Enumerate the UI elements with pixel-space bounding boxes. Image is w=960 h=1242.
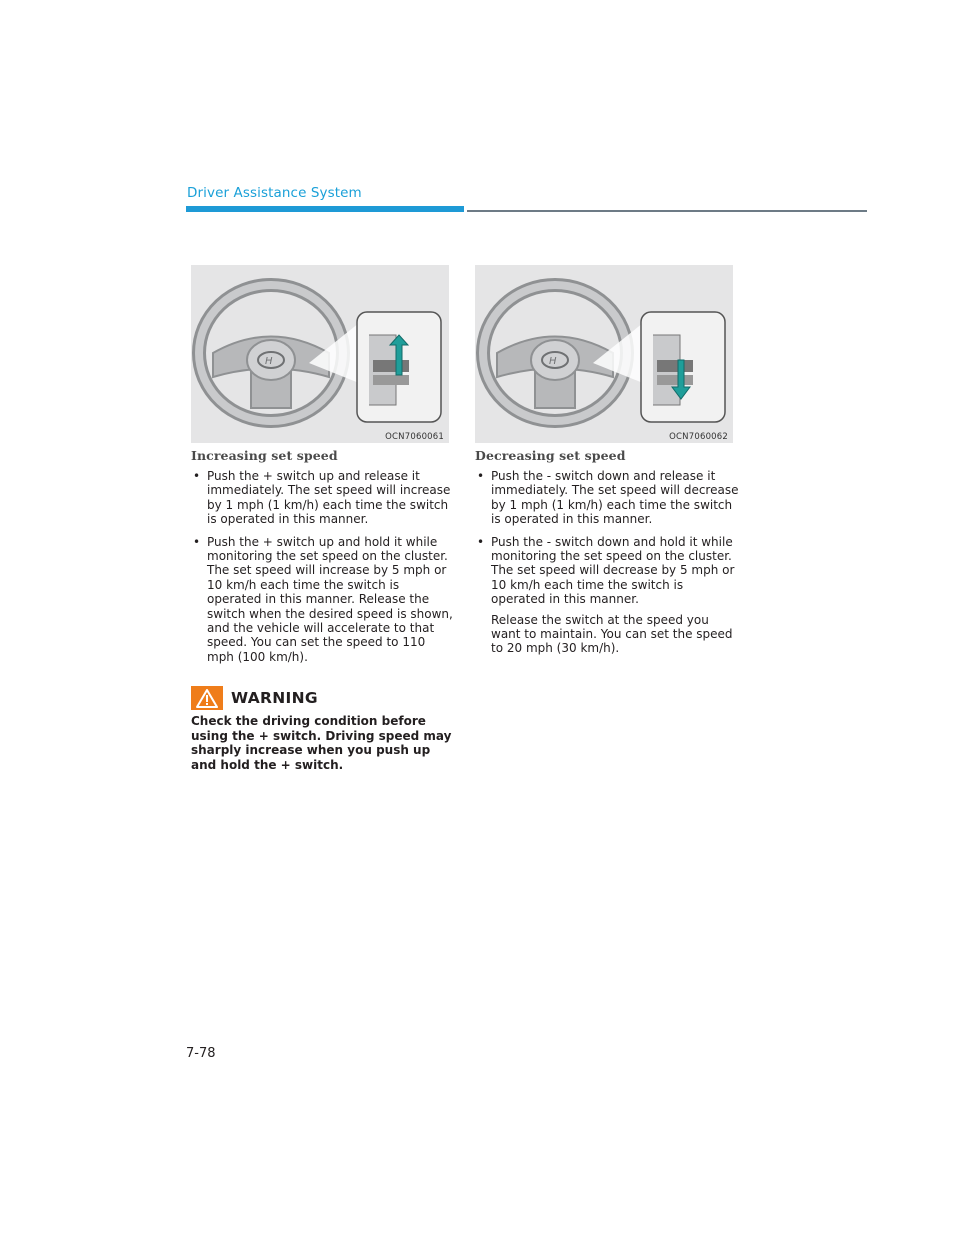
warning-label: WARNING (231, 689, 318, 708)
list-item-text: Push the - switch down and release it immediately. The set speed will decrease by 1 mph (1 km/h) each time the switch is operated in this manner. (491, 469, 739, 527)
figure-code: OCN7060062 (669, 432, 728, 442)
steering-wheel-figure-decrease (475, 265, 733, 443)
list-item (191, 535, 455, 665)
subheading: Decreasing set speed (475, 448, 626, 463)
svg-text:H: H (549, 356, 557, 367)
steering-wheel-figure-increase (191, 265, 449, 443)
bullet-icon: • (193, 534, 201, 549)
header-rule (467, 210, 867, 212)
steering-wheel-illustration (475, 265, 733, 443)
subheading: Increasing set speed (191, 448, 338, 463)
page-number: 7-78 (186, 1046, 216, 1061)
list-item-text: Push the - switch down and hold it while monitoring the set speed on the cluster. The set speed will decrease by 5 mph or 10 km/h each time the switch is operated in this manner. (491, 534, 735, 607)
right-column (475, 448, 739, 656)
continuation-paragraph: Release the switch at the speed you want to maintain. You can set the speed to 20 mph (30 km/h). (491, 612, 733, 656)
list-item-text: Push the + switch up and hold it while monitoring the set speed on the cluster. The set speed will increase by 5 mph or 10 km/h each time the switch is operated in this manner. Release the switch when the desired speed is shown, and the vehicle will accelerate to that speed. You can set the speed to 110 mph (100 km/h). (207, 534, 453, 664)
bullet-icon: • (193, 469, 201, 483)
steering-wheel-illustration (191, 265, 449, 443)
section-title: Driver Assistance System (187, 185, 362, 201)
list-item (191, 469, 455, 527)
list-item (475, 469, 739, 527)
left-column (191, 448, 455, 772)
warning-triangle-icon (191, 686, 223, 710)
warning-text: Check the driving condition before using the + switch. Driving speed may sharply increase when you push up and hold the + switch. (191, 714, 452, 772)
bullet-icon: • (477, 469, 485, 483)
warning-header (191, 686, 455, 710)
bullet-icon: • (477, 534, 485, 549)
list-item (475, 535, 739, 607)
svg-text:H: H (265, 356, 273, 367)
header-rule-accent (186, 206, 464, 212)
figure-code: OCN7060061 (385, 432, 444, 442)
list-item-text: Push the + switch up and release it immediately. The set speed will increase by 1 mph (1 km/h) each time the switch is operated in this manner. (207, 469, 451, 527)
